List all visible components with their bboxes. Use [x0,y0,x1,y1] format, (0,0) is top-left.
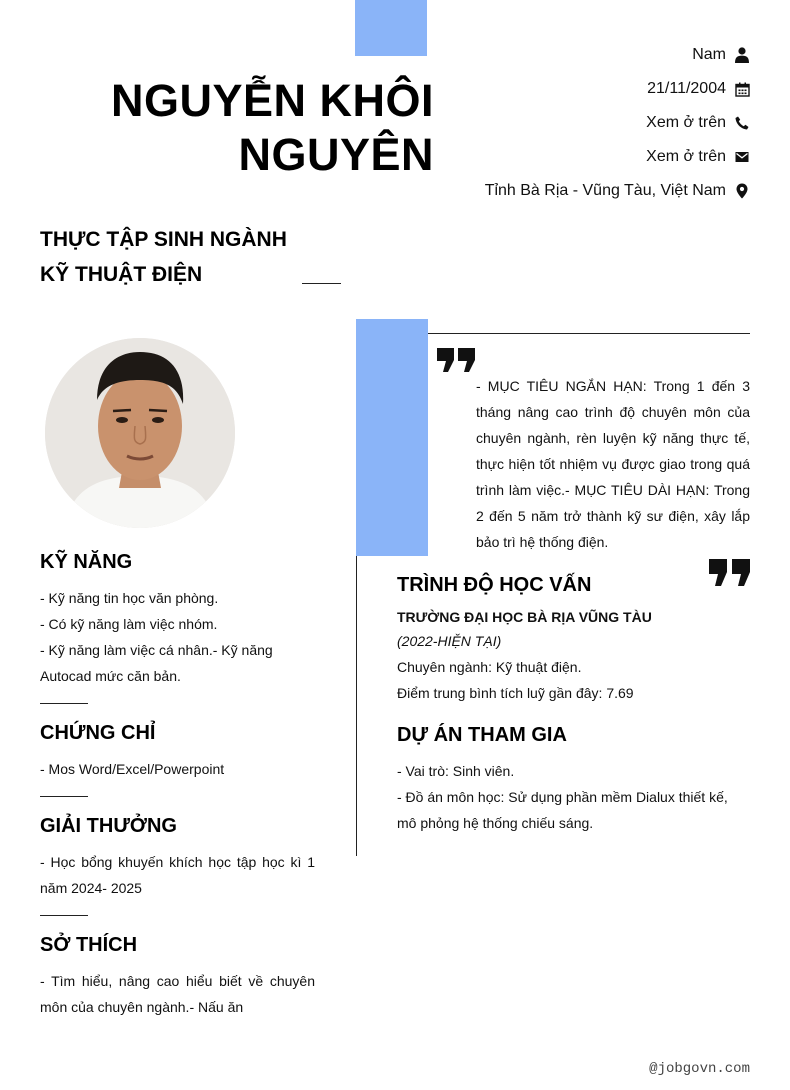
skills-title: KỸ NĂNG [40,551,133,573]
divider [40,915,88,916]
education-details [397,654,757,706]
awards-title: GIẢI THƯỞNG [40,815,177,837]
contact-email [485,140,750,174]
list-item: - Đồ án môn học: Sử dụng phần mềm Dialux thiết kế, mô phỏng hệ thống chiếu sáng. [397,789,728,831]
position-line-2: KỸ THUẬT ĐIỆN [40,263,203,286]
contact-phone-text: Xem ở trên [646,114,726,131]
full-name [34,74,434,182]
position-line-1: THỰC TẬP SINH NGÀNH [40,228,287,251]
location-pin-icon [734,183,750,199]
accent-block-top [355,0,427,56]
contact-address [485,174,750,208]
contact-birthday-text: 21/11/2004 [647,80,726,97]
list-item: - Mos Word/Excel/Powerpoint [40,761,225,777]
list-item: - Kỹ năng tin học văn phòng. [40,590,219,606]
education-major: Chuyên ngành: Kỹ thuật điện. [397,659,582,675]
open-quote-icon [437,348,475,377]
calendar-icon [734,81,750,97]
list-item: - Kỹ năng làm việc cá nhân.- Kỹ năng Autocad mức căn bản. [40,642,273,684]
certificates-list [40,756,315,782]
accent-block-middle [356,319,428,556]
projects-title: DỰ ÁN THAM GIA [397,724,567,746]
contact-address-text: Tỉnh Bà Rịa - Vũng Tàu, Việt Nam [484,182,726,199]
name-line-2: NGUYÊN [238,129,434,180]
hobbies-title: SỞ THÍCH [40,934,138,956]
job-position [40,222,340,292]
awards-text: - Học bổng khuyến khích học tập học kì 1 năm 2024- 2025 [40,854,315,896]
footer-watermark: @jobgovn.com [649,1061,750,1077]
list-item: - Vai trò: Sinh viên. [397,763,515,779]
career-objective: - MỤC TIÊU NGẮN HẠN: Trong 1 đến 3 tháng nâng cao trình độ chuyên môn của chuyên ngành, rèn luyện kỹ năng thực tế, thực hiện tốt nhiệm vụ được giao trong quá trình làm việc.- MỤC TIÊU DÀI HẠN: Trong 2 đến 5 năm trở thành kỹ sư điện, xây lắp bảo trì hệ thống điện. [476,378,750,550]
contact-gender-text: Nam [692,46,726,63]
list-item: - Có kỹ năng làm việc nhóm. [40,616,218,632]
divider [40,796,88,797]
contact-gender [485,38,750,72]
education-gpa: Điểm trung bình tích luỹ gần đây: 7.69 [397,685,634,701]
avatar-portrait [45,338,235,528]
divider [40,703,88,704]
certificates-title: CHỨNG CHỈ [40,722,156,744]
contact-phone [485,106,750,140]
person-icon [734,47,750,63]
phone-icon [734,115,750,131]
quote-top-rule [428,333,750,334]
name-line-1: NGUYỄN KHÔI [110,75,434,126]
divider [302,283,341,284]
education-title: TRÌNH ĐỘ HỌC VẤN [397,574,592,596]
hobbies-text: - Tìm hiểu, nâng cao hiểu biết về chuyên môn của chuyên ngành.- Nấu ăn [40,973,315,1015]
avatar [45,338,235,528]
education-school: TRƯỜNG ĐẠI HỌC BÀ RỊA VŨNG TÀU [397,609,652,625]
contact-list [485,38,750,208]
skills-list [40,585,280,689]
envelope-icon [734,149,750,165]
projects-list [397,758,750,836]
contact-email-text: Xem ở trên [646,148,726,165]
contact-birthday [485,72,750,106]
column-divider [356,556,357,856]
education-period: (2022-HIỆN TẠI) [397,633,502,649]
